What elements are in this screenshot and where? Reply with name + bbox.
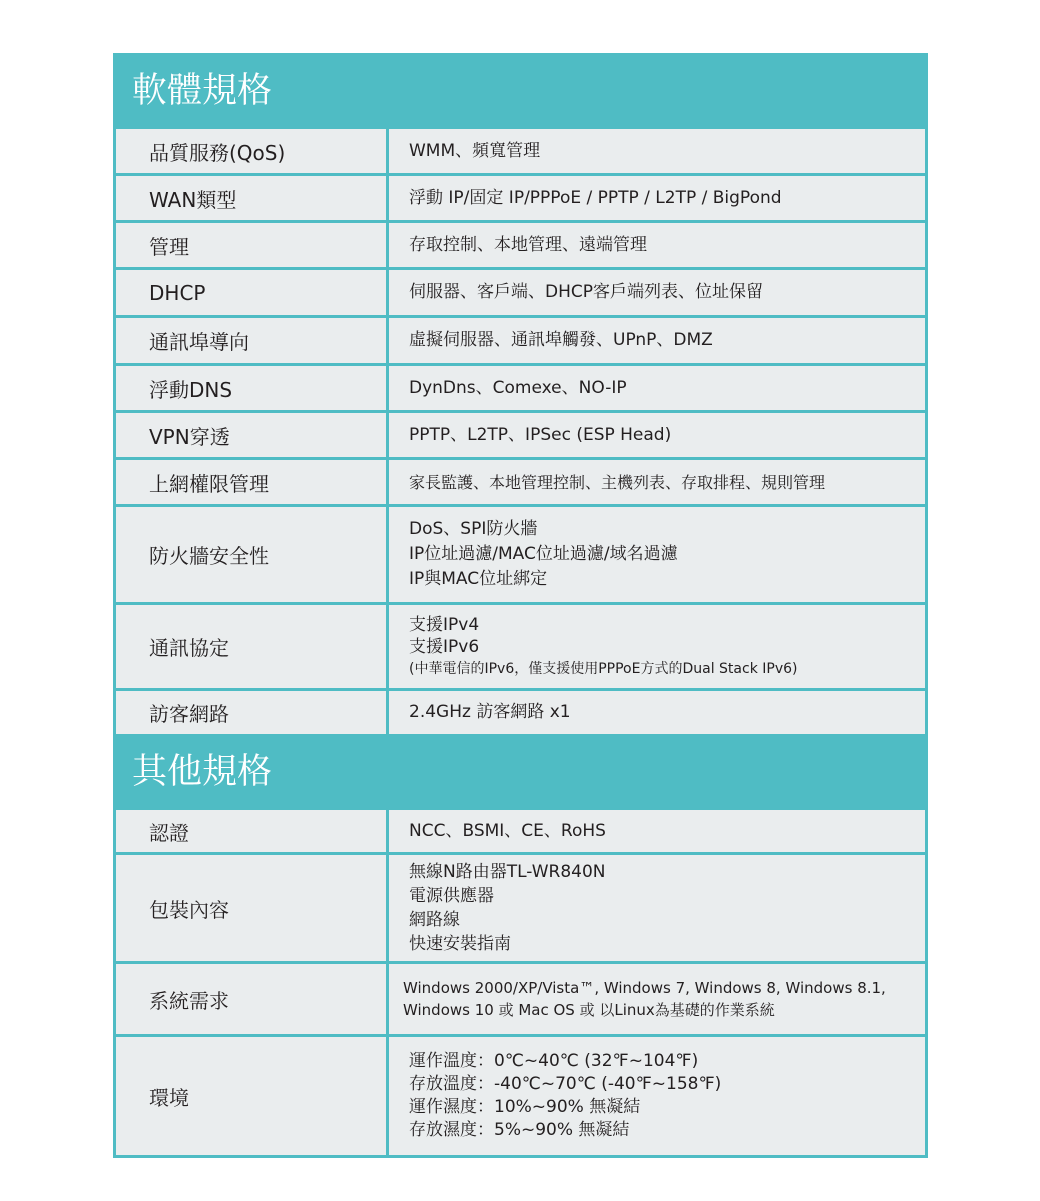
- spec-row-access-control: [116, 460, 925, 507]
- spec-row-qos: [116, 129, 925, 176]
- spec-label-environment: 環境: [116, 1037, 389, 1155]
- spec-label-guest-network: 訪客網路: [116, 691, 389, 734]
- spec-row-wan-type: [116, 176, 925, 223]
- value-line: WMM、頻寬管理: [409, 140, 541, 161]
- spec-row-environment: [116, 1037, 925, 1155]
- value-line: 網路線: [409, 910, 460, 930]
- value-line: 存放溫度：-40℃~70℃ (-40℉~158℉): [409, 1074, 722, 1094]
- spec-value-wan-type: [389, 176, 925, 220]
- spec-label-port-forwarding: 通訊埠導向: [116, 318, 389, 363]
- value-line: 支援IPv6: [409, 636, 480, 657]
- spec-row-protocols: [116, 605, 925, 691]
- spec-row-package-contents: [116, 855, 925, 964]
- spec-row-port-forwarding: [116, 318, 925, 366]
- spec-label-qos: 品質服務(QoS): [116, 129, 389, 173]
- spec-label-system-requirements: 系統需求: [116, 964, 389, 1034]
- value-line: 存放濕度：5%~90% 無凝結: [409, 1120, 630, 1140]
- spec-table: [113, 53, 928, 1158]
- spec-value-port-forwarding: [389, 318, 925, 363]
- spec-value-protocols: [389, 605, 925, 688]
- value-line: NCC、BSMI、CE、RoHS: [409, 820, 606, 841]
- spec-label-firewall: 防火牆安全性: [116, 507, 389, 602]
- value-line: 電源供應器: [409, 886, 494, 906]
- value-line: 2.4GHz 訪客網路 x1: [409, 702, 571, 722]
- spec-row-management: [116, 223, 925, 270]
- spec-row-firewall: [116, 507, 925, 605]
- value-line: 浮動 IP/固定 IP/PPPoE / PPTP / L2TP / BigPond: [409, 187, 782, 208]
- value-line: DoS、SPI防火牆: [409, 519, 538, 539]
- spec-value-system-requirements: [389, 964, 925, 1034]
- spec-value-package-contents: [389, 855, 925, 961]
- spec-row-system-requirements: [116, 964, 925, 1037]
- spec-label-access-control: 上網權限管理: [116, 460, 389, 504]
- value-line: Windows 10 或 Mac OS 或 以Linux為基礎的作業系統: [403, 1001, 775, 1019]
- spec-label-management: 管理: [116, 223, 389, 267]
- spec-value-management: [389, 223, 925, 267]
- value-line: Windows 2000/XP/Vista™, Windows 7, Windows 8, Windows 8.1,: [403, 979, 886, 997]
- spec-label-wan-type: WAN類型: [116, 176, 389, 220]
- spec-label-vpn: VPN穿透: [116, 413, 389, 457]
- value-line: 運作濕度：10%~90% 無凝結: [409, 1097, 641, 1117]
- spec-label-package-contents: 包裝內容: [116, 855, 389, 961]
- spec-label-ddns: 浮動DNS: [116, 366, 389, 410]
- spec-label-certification: 認證: [116, 810, 389, 852]
- value-line: 虛擬伺服器、通訊埠觸發、UPnP、DMZ: [409, 330, 713, 350]
- spec-value-certification: [389, 810, 925, 852]
- section-header-software: [116, 56, 925, 129]
- spec-row-guest-network: [116, 691, 925, 737]
- value-line: 支援IPv4: [409, 614, 480, 635]
- value-line: 運作溫度：0℃~40℃ (32℉~104℉): [409, 1051, 699, 1071]
- section-title-software: 軟體規格: [132, 70, 273, 111]
- value-line: 無線N路由器TL-WR840N: [409, 862, 606, 882]
- spec-value-ddns: [389, 366, 925, 410]
- value-line: IP位址過濾/MAC位址過濾/域名過濾: [409, 544, 678, 564]
- value-line: 家長監護、本地管理控制、主機列表、存取排程、規則管理: [409, 472, 826, 492]
- value-line: DynDns、Comexe、NO-IP: [409, 377, 627, 398]
- value-line: 存取控制、本地管理、遠端管理: [409, 234, 647, 255]
- section-title-other: 其他規格: [132, 751, 273, 792]
- spec-value-qos: [389, 129, 925, 173]
- spec-row-dhcp: [116, 270, 925, 318]
- section-header-other: [116, 737, 925, 810]
- value-line: 伺服器、客戶端、DHCP客戶端列表、位址保留: [409, 282, 763, 302]
- spec-value-dhcp: [389, 270, 925, 315]
- spec-label-dhcp: DHCP: [116, 270, 389, 315]
- value-line: PPTP、L2TP、IPSec (ESP Head): [409, 424, 672, 445]
- spec-row-certification: [116, 810, 925, 855]
- value-line: (中華電信的IPv6，僅支援使用PPPoE方式的Dual Stack IPv6): [409, 660, 798, 677]
- spec-row-ddns: [116, 366, 925, 413]
- spec-label-protocols: 通訊協定: [116, 605, 389, 688]
- spec-value-access-control: [389, 460, 925, 504]
- value-line: IP與MAC位址綁定: [409, 569, 548, 589]
- spec-value-guest-network: [389, 691, 925, 734]
- spec-value-vpn: [389, 413, 925, 457]
- spec-row-vpn: [116, 413, 925, 460]
- spec-value-firewall: [389, 507, 925, 602]
- spec-value-environment: [389, 1037, 925, 1155]
- value-line: 快速安裝指南: [409, 934, 511, 954]
